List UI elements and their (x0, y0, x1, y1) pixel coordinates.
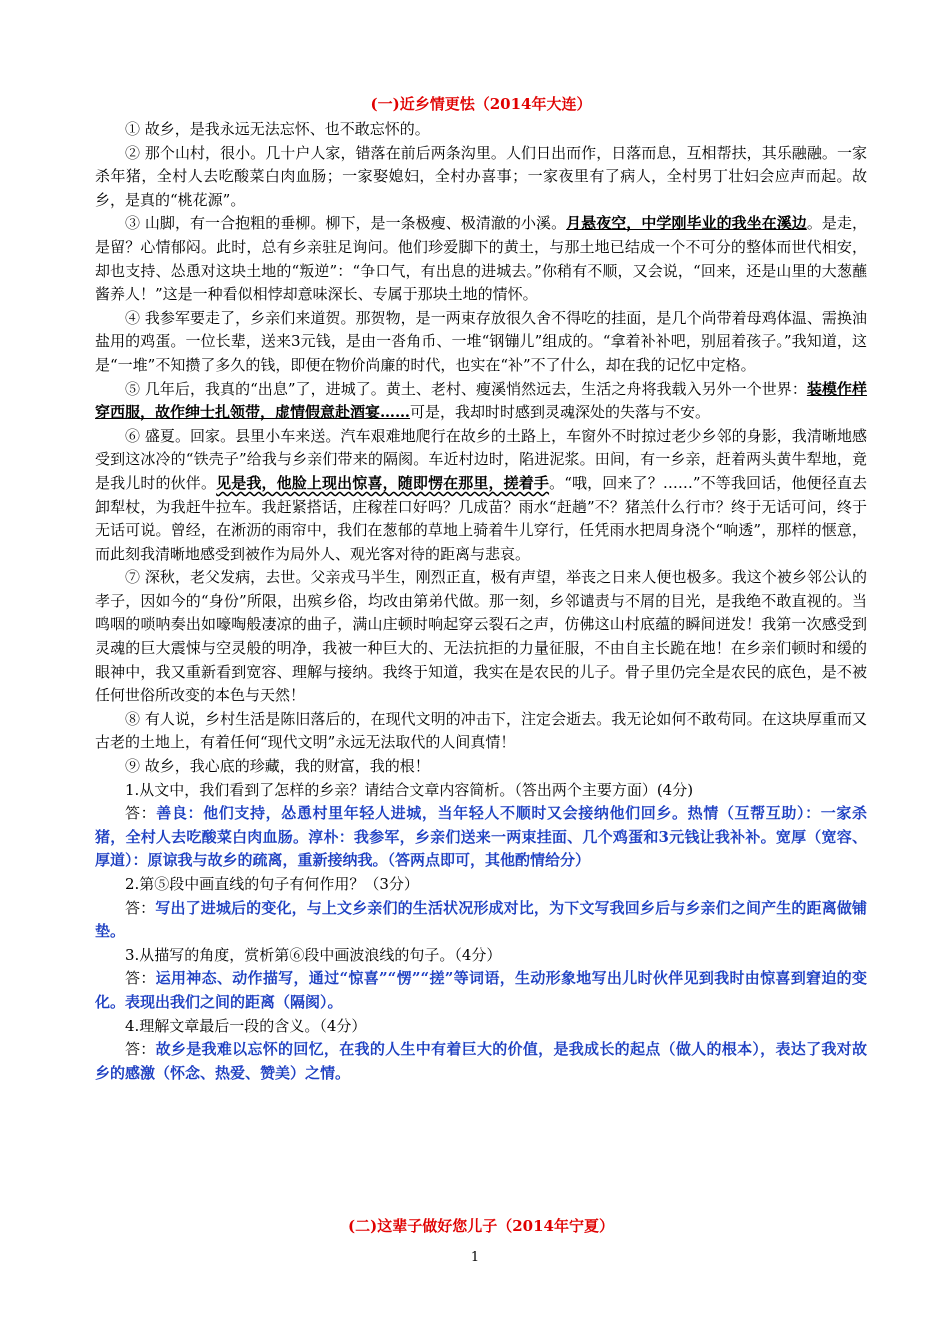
section-title-1: (一)近乡情更怯（2014年大连） (370, 95, 592, 113)
answer-1 (95, 802, 867, 873)
paragraph-5-text-b: 可是，我却时时感到灵魂深处的失落与不安。 (410, 403, 711, 422)
answer-1-text: 善良：他们支持，怂恿村里年轻人进城，当年轻人不顺时又会接纳他们回乡。热情（互帮互助）：一家杀猪，全村人去吃酸菜白肉血肠。淳朴：我参军，乡亲们送来一两束挂面、几个鸡蛋和3元钱让我补补。宽厚（宽容、厚道）：原谅我与故乡的疏离，重新接纳我。（答两点即可，其他酌情给分） (95, 804, 867, 870)
underlined-sentence-5: 装模作样穿西服，故作绅士扎领带，虚情假意赴酒宴…… (95, 379, 867, 422)
paragraph-3 (95, 212, 867, 306)
section-title-2: (二)这辈子做好您儿子（2014年宁夏） (348, 1217, 614, 1235)
answer-3 (95, 967, 867, 1014)
answer-3-label: 答： (125, 969, 156, 988)
page-number: 1 (470, 1250, 480, 1265)
paragraph-8: ⑧ 有人说，乡村生活是陈旧落后的，在现代文明的冲击下，注定会逝去。我无论如何不敢苟同。在这块厚重而又古老的土地上，有着任何“现代文明”永远无法取代的人间真情！ (95, 709, 867, 752)
question-1: 1.从文中，我们看到了怎样的乡亲？请结合文章内容简析。（答出两个主要方面）(4分) (125, 780, 694, 799)
paragraph-3-text-a: ③ 山脚，有一合抱粗的垂柳。柳下，是一条极瘦、极清澈的小溪。 (125, 214, 567, 233)
answer-2-text: 写出了进城后的变化，与上文乡亲们的生活状况形成对比，为下文写我回乡后与乡亲们之间产生的距离做铺垫。 (95, 898, 867, 941)
paragraph-5-text-a: ⑤ 几年后，我真的“出息”了，进城了。黄土、老村、瘦溪悄然远去，生活之舟将我载入另外一个世界： (125, 379, 807, 398)
question-2: 2.第⑤段中画直线的句子有何作用？（3分） (125, 875, 419, 893)
paragraph-6 (95, 425, 867, 567)
answer-4 (95, 1038, 867, 1085)
document-body (95, 92, 867, 1085)
paragraph-6-text-b: 。“哦，回来了？……”不等我回话，他便径直去卸犁杖，为我赶牛拉车。我赶紧搭话，庄稼茬口好吗？几成苗？雨水“赶趟”不？猪羔什么行市？终于无话可问，终于无话可说。曾经，在淅沥的雨帘中，我们在葱郁的草地上骑着牛儿穿行，任凭雨水把周身浇个“响透”，那样的惬意，而此刻我清晰地感受到被作为局外人、观光客对待的距离与悲哀。 (95, 473, 867, 563)
answer-4-text: 故乡是我难以忘怀的回忆，在我的人生中有着巨大的价值，是我成长的起点（做人的根本），表达了我对故乡的感激（怀念、热爱、赞美）之情。 (95, 1040, 867, 1082)
answer-3-text: 运用神态、动作描写，通过“惊喜”“愣”“搓”等词语，生动形象地写出儿时伙伴见到我时由惊喜到窘迫的变化。表现出我们之间的距离（隔阂）。 (95, 969, 867, 1011)
wavy-underlined-sentence-6: 见是我，他脸上现出惊喜，随即愣在那里，搓着手 (216, 473, 550, 492)
answer-4-label: 答： (125, 1040, 156, 1059)
paragraph-9: ⑨ 故乡，我心底的珍藏，我的财富，我的根！ (125, 757, 430, 776)
underlined-sentence-3: 月悬夜空，中学刚毕业的我坐在溪边 (566, 214, 807, 233)
paragraph-4: ④ 我参军要走了，乡亲们来道贺。那贺物，是一两束存放很久舍不得吃的挂面，是几个尚带着母鸡体温、需换油盐用的鸡蛋。一位长辈，送来3元钱，是由一沓角币、一堆“钢镚儿”组成的。“拿着补补吧，别屈着孩子。”我知道，这是“一堆”不知攒了多久的钱，即便在物价尚廉的时代，也实在“补”不了什么，却在我的记忆中定格。 (95, 308, 867, 374)
paragraph-7: ⑦ 深秋，老父发病，去世。父亲戎马半生，刚烈正直，极有声望，举丧之日来人便也极多。我这个被乡邻公认的孝子，因如今的“身份”所限，出殡乡俗，均改由第弟代做。那一刻，乡邻谴责与不屑的目光，是我绝不敢直视的。当鸣咽的唢呐奏出如嚎啕般凄凉的曲子，满山庄顿时响起穿云裂石之声，仿佛这山村底蕴的瞬间迸发！我第一次感受到灵魂的巨大震悚与空灵般的明净，我被一种巨大的、无法抗拒的力量征服，不由自主长跪在地！在乡亲们顿时和缓的眼神中，我又重新看到宽容、理解与接纳。我终于知道，我实在是农民的儿子。骨子里仍完全是农民的底色，是不被任何世俗所改变的本色与天然！ (95, 568, 867, 705)
question-3: 3.从描写的角度，赏析第⑥段中画波浪线的句子。（4分） (125, 945, 502, 964)
paragraph-6-text-a: ⑥ 盛夏。回家。县里小车来送。汽车艰难地爬行在故乡的土路上，车窗外不时掠过老少乡邻的身影，我清晰地感受到这冰冷的“铁壳子”给我与乡亲们带来的隔阂。车近村边时，陷进泥浆。田间，有一乡亲，赶着两头黄牛犁地，竟是我儿时的伙伴。 (95, 426, 867, 492)
answer-1-label: 答： (125, 804, 157, 823)
question-4: 4.理解文章最后一段的含义。（4分） (125, 1016, 367, 1035)
answer-2-label: 答： (125, 898, 156, 917)
answer-2 (95, 897, 867, 944)
paragraph-1: ① 故乡，是我永远无法忘怀、也不敢忘怀的。 (125, 120, 430, 138)
paragraph-5 (95, 378, 867, 425)
paragraph-2: ② 那个山村，很小。几十户人家，错落在前后两条沟里。人们日出而作，日落而息，互相帮扶，其乐融融。一家杀年猪，全村人去吃酸菜白肉血肠；一家娶媳妇，全村办喜事；一家夜里有了病人，全村男丁壮妇会应声而起。故乡，是真的“桃花源”。 (95, 143, 867, 209)
paragraph-3-text-b: 。是走，是留？心情郁闷。此时，总有乡亲驻足询问。他们珍爱脚下的黄土，与那土地已结成一个不可分的整体而世代相安，却也支持、怂恿对这块土地的“叛逆”：“争口气，有出息的进城去。”你稍有不顺，又会说，“回来，还是山里的大葱蘸酱养人！”这是一种看似相悖却意味深长、专属于那块土地的情怀。 (95, 214, 867, 304)
